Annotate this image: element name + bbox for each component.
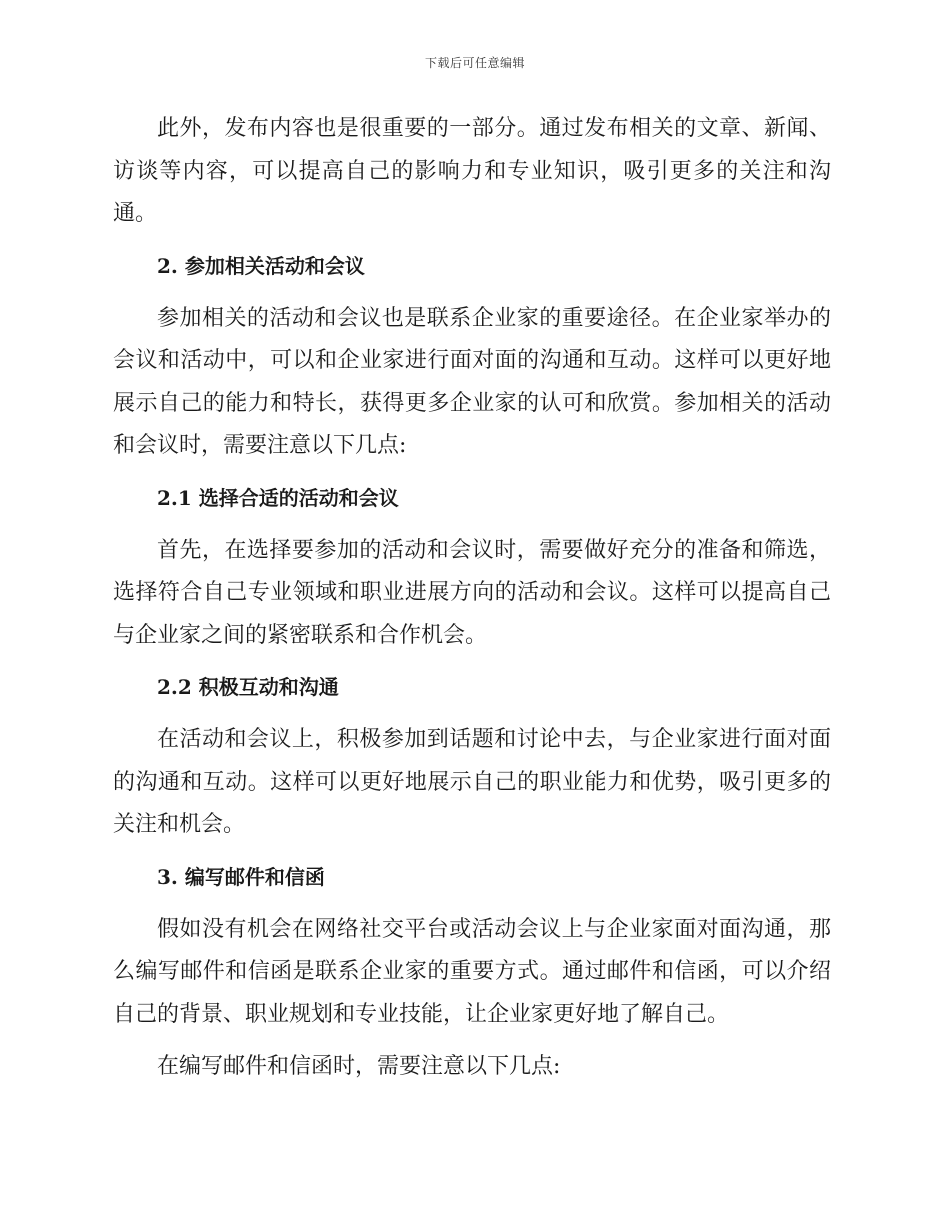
document-body bbox=[113, 108, 831, 1099]
paragraph-publish-content: 此外，发布内容也是很重要的一部分。通过发布相关的文章、新闻、访谈等内容，可以提高自己的影响力和专业知识，吸引更多的关注和沟通。 bbox=[113, 116, 831, 226]
heading-section-2-1: 2.1 选择合适的活动和会议 bbox=[157, 485, 399, 510]
heading-section-3: 3. 编写邮件和信函 bbox=[157, 864, 325, 889]
paragraph-interact: 在活动和会议上，积极参加到话题和讨论中去，与企业家进行面对面的沟通和互动。这样可以更好地展示自己的职业能力和优势，吸引更多的关注和机会。 bbox=[113, 727, 831, 837]
paragraph-letter-notes: 在编写邮件和信函时，需要注意以下几点: bbox=[157, 1054, 561, 1079]
page-header-note: 下载后可任意编辑 bbox=[424, 56, 525, 70]
paragraph-write-letters: 假如没有机会在网络社交平台或活动会议上与企业家面对面沟通，那么编写邮件和信函是联系企业家的重要方式。通过邮件和信函，可以介绍自己的背景、职业规划和专业技能，让企业家更好地了解自己。 bbox=[113, 916, 831, 1027]
heading-section-2-2: 2.2 积极互动和沟通 bbox=[157, 675, 339, 699]
paragraph-attend-events: 参加相关的活动和会议也是联系企业家的重要途径。在企业家举办的会议和活动中，可以和企业家进行面对面的沟通和互动。这样可以更好地展示自己的能力和特长，获得更多企业家的认可和欣赏。参加相关的活动和会议时，需要注意以下几点: bbox=[113, 305, 831, 458]
paragraph-choose-events: 首先，在选择要参加的活动和会议时，需要做好充分的准备和筛选，选择符合自己专业领域和职业进展方向的活动和会议。这样可以提高自己与企业家之间的紧密联系和合作机会。 bbox=[113, 537, 831, 648]
heading-section-2: 2. 参加相关活动和会议 bbox=[157, 253, 365, 278]
